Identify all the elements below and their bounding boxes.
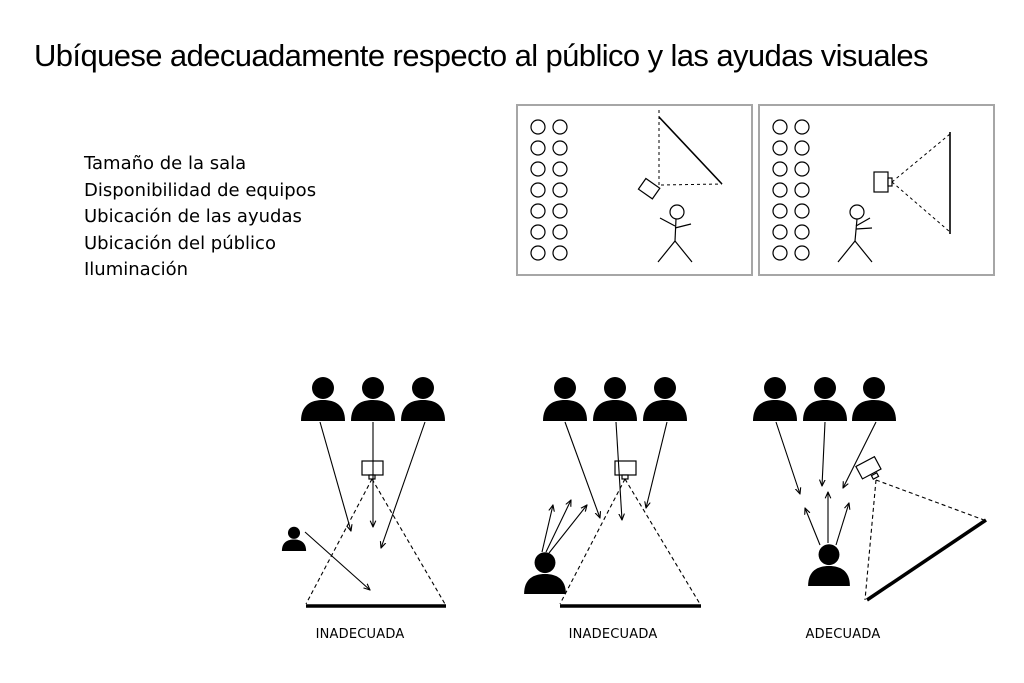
speaker-head-icon bbox=[282, 527, 306, 551]
room-layout-panel-front bbox=[759, 105, 994, 275]
audience-head-icon bbox=[803, 377, 847, 421]
room-layout-panel-side bbox=[517, 105, 752, 275]
scenario-adecuada bbox=[753, 377, 986, 600]
audience-head-icon bbox=[301, 377, 345, 421]
factor-item: Ubicación del público bbox=[84, 232, 276, 254]
projection-screen bbox=[659, 110, 722, 186]
audience-seats bbox=[531, 120, 567, 260]
audience-head-icon bbox=[543, 377, 587, 421]
speaker-head-icon bbox=[808, 544, 850, 586]
scenario-label: INADECUADA bbox=[315, 627, 405, 642]
scenario-label: ADECUADA bbox=[805, 627, 881, 642]
projection-cone bbox=[560, 479, 700, 604]
projection-cone bbox=[865, 480, 984, 600]
projector-icon bbox=[638, 178, 659, 198]
page-title: Ubíquese adecuadamente respecto al público y las ayudas visuales bbox=[34, 38, 928, 73]
presenter-figure bbox=[838, 205, 872, 262]
scenario-inadecuada-2 bbox=[524, 377, 701, 606]
factor-item: Iluminación bbox=[84, 259, 189, 280]
audience-head-icon bbox=[351, 377, 395, 421]
factor-item: Disponibilidad de equipos bbox=[84, 179, 317, 201]
factor-item: Tamaño de la sala bbox=[84, 153, 247, 174]
scenario-inadecuada-1 bbox=[282, 377, 446, 606]
sightline-arrows bbox=[305, 422, 425, 590]
sightline-arrows bbox=[776, 422, 876, 545]
sightline-arrows bbox=[542, 422, 667, 553]
scenario-label: INADECUADA bbox=[568, 627, 658, 642]
projection-screen bbox=[892, 132, 950, 234]
audience-head-icon bbox=[852, 377, 896, 421]
audience-head-icon bbox=[401, 377, 445, 421]
projector-icon bbox=[856, 457, 881, 480]
projection-cone bbox=[306, 479, 445, 604]
projector-icon bbox=[874, 172, 892, 192]
audience-head-icon bbox=[753, 377, 797, 421]
presenter-figure bbox=[658, 205, 692, 262]
audience-seats bbox=[773, 120, 809, 260]
audience-head-icon bbox=[643, 377, 687, 421]
factor-item: Ubicación de las ayudas bbox=[84, 206, 302, 227]
speaker-head-icon bbox=[524, 552, 566, 594]
audience-head-icon bbox=[593, 377, 637, 421]
projection-screen bbox=[867, 520, 986, 600]
